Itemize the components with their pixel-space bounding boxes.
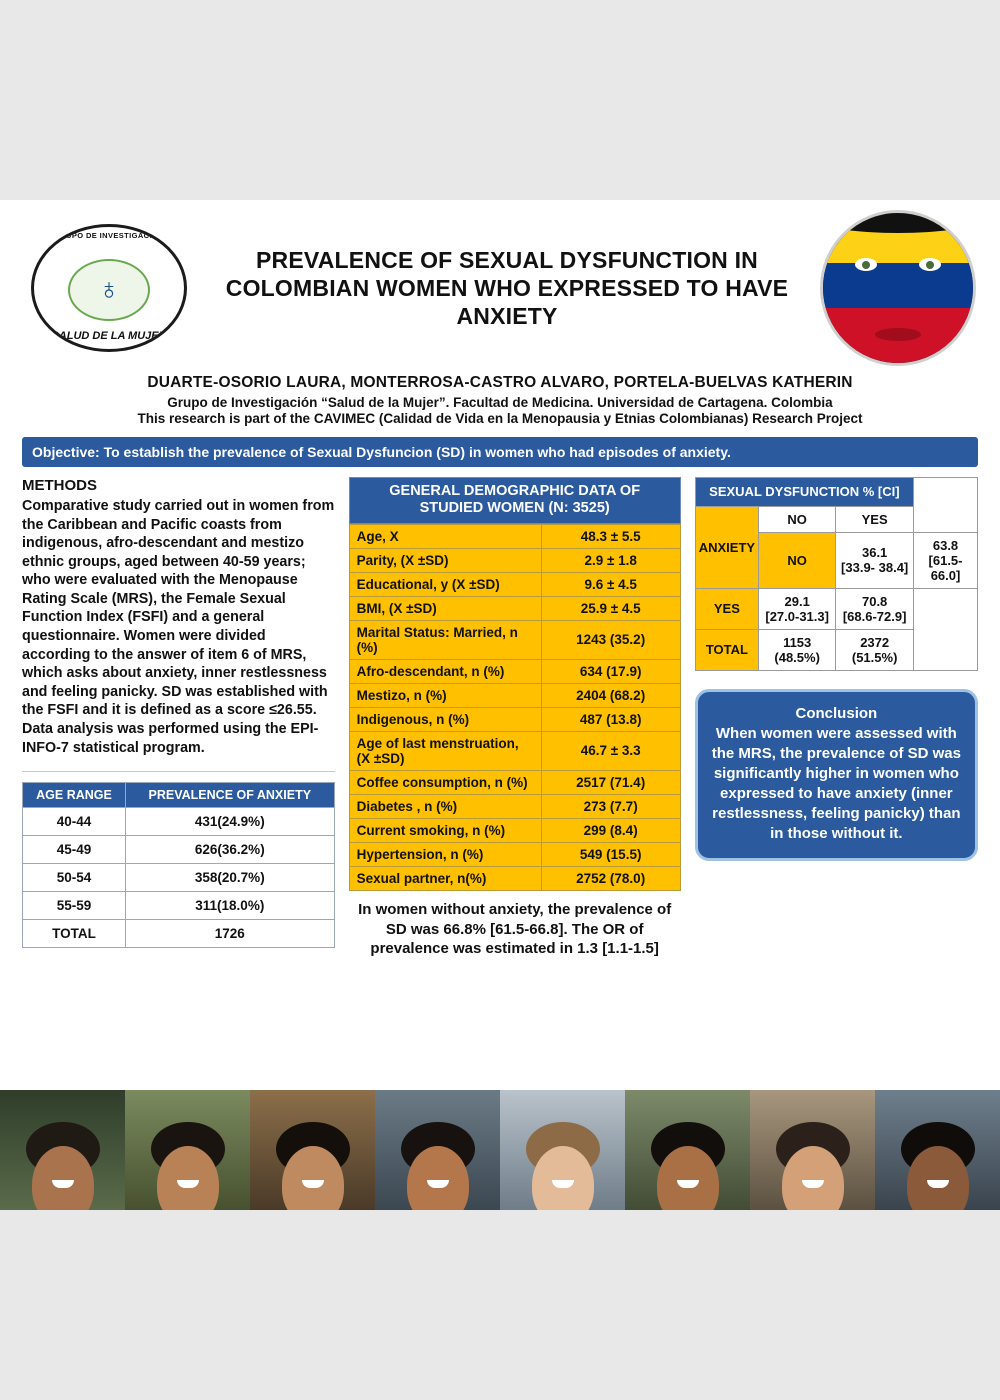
cell-value: 487 (13.8): [541, 707, 680, 731]
table-row: [349, 524, 680, 548]
cell-prevalence: 626(36.2%): [126, 836, 335, 864]
cell-key: Educational, y (X ±SD): [349, 572, 541, 596]
sd-value: 63.8: [932, 537, 959, 553]
cell-key: Coffee consumption, n (%): [349, 770, 541, 794]
sd-value: 70.8: [861, 593, 888, 609]
cell-value: 25.9 ± 4.5: [541, 596, 680, 620]
eye-left-icon: [855, 258, 877, 271]
demographic-table-title: GENERAL DEMOGRAPHIC DATA OF STUDIED WOMEN (N: 3525): [349, 477, 681, 524]
cell-age-range: 55-59: [23, 892, 126, 920]
cell-value: 273 (7.7): [541, 794, 680, 818]
column-middle: [349, 477, 681, 959]
col-age-range: AGE RANGE: [23, 783, 126, 808]
cell-value: 2.9 ± 1.8: [541, 548, 680, 572]
sd-row-label-no: NO: [759, 532, 836, 588]
sd-table-title: SEXUAL DYSFUNCTION % [CI]: [695, 478, 913, 507]
cell-value: 46.7 ± 3.3: [541, 731, 680, 770]
table-row-total: [23, 920, 335, 948]
sd-total-no: 1153 (48.5%): [759, 629, 836, 670]
cell-key: Diabetes , n (%): [349, 794, 541, 818]
cell-key: Current smoking, n (%): [349, 818, 541, 842]
sd-value: 29.1: [784, 593, 810, 609]
age-prevalence-table: [22, 782, 335, 948]
cell-value: 2404 (68.2): [541, 683, 680, 707]
title-wrapper: [194, 246, 820, 330]
sd-ci: [68.6-72.9]: [842, 608, 907, 624]
photo-1: [0, 1090, 125, 1210]
sd-total-yes: 2372 (51.5%): [836, 629, 914, 670]
conclusion-heading: Conclusion: [795, 704, 878, 722]
sd-ci: [33.9- 38.4]: [841, 560, 909, 576]
col-prevalence: PREVALENCE OF ANXIETY: [126, 783, 335, 808]
table-subheader-row: [695, 506, 977, 532]
conclusion-box: [695, 689, 978, 862]
cell-value: 299 (8.4): [541, 818, 680, 842]
cell-prevalence: 431(24.9%): [126, 808, 335, 836]
cell-age-range: 40-44: [23, 808, 126, 836]
table-row: [349, 596, 680, 620]
column-left: [22, 477, 335, 959]
women-group-photo-strip: [0, 1090, 1000, 1210]
photo-7: [750, 1090, 875, 1210]
sd-cell-no: [759, 588, 836, 629]
table-row: [23, 836, 335, 864]
cell-key: Hypertension, n (%): [349, 842, 541, 866]
table-row: [349, 842, 680, 866]
sd-ci: [27.0-31.3]: [765, 608, 829, 624]
table-row: [23, 864, 335, 892]
methods-heading: METHODS: [22, 477, 97, 494]
column-right: [695, 477, 978, 959]
flag-blue-band: [823, 263, 973, 308]
cell-value: 549 (15.5): [541, 842, 680, 866]
table-row: [349, 620, 680, 659]
table-row: [349, 731, 680, 770]
table-row: [349, 794, 680, 818]
logo-bottom-text: "SALUD DE LA MUJER": [46, 330, 172, 342]
sd-row-header: ANXIETY: [695, 506, 758, 588]
photo-5: [500, 1090, 625, 1210]
sexual-dysfunction-table: [695, 477, 978, 671]
sd-col-no: NO: [759, 506, 836, 532]
poster-page: [0, 200, 1000, 1210]
table-header-row: [23, 783, 335, 808]
photo-6: [625, 1090, 750, 1210]
photo-3: [250, 1090, 375, 1210]
cell-key: BMI, (X ±SD): [349, 596, 541, 620]
mid-column-note: In women without anxiety, the prevalence of SD was 66.8% [61.5-66.8]. The OR of prevalence was estimated in 1.3 [1.1-1.5]: [358, 900, 672, 958]
authors-block: [0, 374, 1000, 426]
cell-value: 9.6 ± 4.5: [541, 572, 680, 596]
conclusion-text: When women were assessed with the MRS, the prevalence of SD was significantly higher in women who expressed to have anxiety (inner restlessness, feeling panicky) than in those without it.: [711, 724, 961, 843]
cell-value: 48.3 ± 5.5: [541, 524, 680, 548]
objective-banner: Objective: To establish the prevalence of Sexual Dysfuncion (SD) in women who had episodes of anxiety.: [22, 437, 978, 467]
photo-4: [375, 1090, 500, 1210]
sd-cell-no: [836, 532, 914, 588]
cell-total-value: 1726: [126, 920, 335, 948]
sd-row-label-yes: YES: [695, 588, 758, 629]
cell-age-range: 45-49: [23, 836, 126, 864]
photo-2: [125, 1090, 250, 1210]
cell-age-range: 50-54: [23, 864, 126, 892]
photo-8: [875, 1090, 1000, 1210]
cell-key: Marital Status: Married, n (%): [349, 620, 541, 659]
table-row: [695, 588, 977, 629]
sd-value: 36.1: [861, 545, 888, 561]
page-title: PREVALENCE OF SEXUAL DYSFUNCTION IN COLOMBIAN WOMEN WHO EXPRESSED TO HAVE ANXIETY: [225, 246, 789, 330]
table-row: [23, 808, 335, 836]
logo-figure-glyph: ♁: [97, 273, 121, 306]
cell-value: 2752 (78.0): [541, 866, 680, 890]
cell-key: Age, X: [349, 524, 541, 548]
cell-key: Mestizo, n (%): [349, 683, 541, 707]
table-row: [349, 866, 680, 890]
eye-right-icon: [919, 258, 941, 271]
author-project-note: This research is part of the CAVIMEC (Calidad de Vida en la Menopausia y Etnias Colombianas) Research Project: [137, 411, 863, 426]
table-row: [349, 548, 680, 572]
woman-figure-icon: [68, 259, 150, 321]
sd-cell-yes: [914, 532, 978, 588]
table-row: [349, 818, 680, 842]
poster-header: [0, 200, 1000, 366]
table-row: [349, 659, 680, 683]
sd-ci: [61.5-66.0]: [928, 552, 963, 583]
cell-key: Indigenous, n (%): [349, 707, 541, 731]
cell-value: 2517 (71.4): [541, 770, 680, 794]
table-row: [349, 683, 680, 707]
research-group-logo: [24, 223, 194, 353]
cell-key: Sexual partner, n(%): [349, 866, 541, 890]
cell-value: 634 (17.9): [541, 659, 680, 683]
cell-key: Parity, (X ±SD): [349, 548, 541, 572]
methods-text: Comparative study carried out in women from the Caribbean and Pacific coasts from indigenous, afro-descendant and mestizo ethnic groups, aged between 40-59 years; who were evaluated with the Menopause Rating Scale (MRS), the Female Sexual Function Index (FSFI) and a general questionnaire. Women were divided according to the answer of item 6 of MRS, which asks about anxiety, inner restlessness and feeling panicky. SD was established with the FSFI and it is defined as a score ≤26.55. Data analysis was performed using the EPI-INFO-7 statistical program.: [22, 498, 335, 756]
logo-top-text: GRUPO DE INVESTIGACIÓN: [53, 231, 165, 240]
logo-circle: [31, 224, 187, 352]
cell-value: 1243 (35.2): [541, 620, 680, 659]
table-row: [349, 707, 680, 731]
sd-cell-yes: [836, 588, 914, 629]
cell-key: Afro-descendant, n (%): [349, 659, 541, 683]
lips-shape: [875, 328, 921, 341]
table-header-row: [695, 478, 977, 507]
author-affiliation: Grupo de Investigación “Salud de la Mujer”. Facultad de Medicina. Universidad de Cartagena. Colombia: [167, 395, 833, 410]
divider: [22, 771, 335, 772]
hair-shape: [820, 210, 976, 233]
colombian-flag-face-icon: [820, 210, 976, 366]
sd-total-label: TOTAL: [695, 629, 758, 670]
demographic-table: [349, 524, 681, 891]
table-row-total: [695, 629, 977, 670]
table-row: [349, 572, 680, 596]
table-row: [349, 770, 680, 794]
cell-prevalence: 311(18.0%): [126, 892, 335, 920]
cell-prevalence: 358(20.7%): [126, 864, 335, 892]
cell-key: Age of last menstruation, (X ±SD): [349, 731, 541, 770]
sd-col-yes: YES: [836, 506, 914, 532]
table-row: [23, 892, 335, 920]
author-names: DUARTE-OSORIO LAURA, MONTERROSA-CASTRO ALVARO, PORTELA-BUELVAS KATHERIN: [147, 374, 853, 391]
content-columns: [0, 467, 1000, 959]
cell-total-label: TOTAL: [23, 920, 126, 948]
